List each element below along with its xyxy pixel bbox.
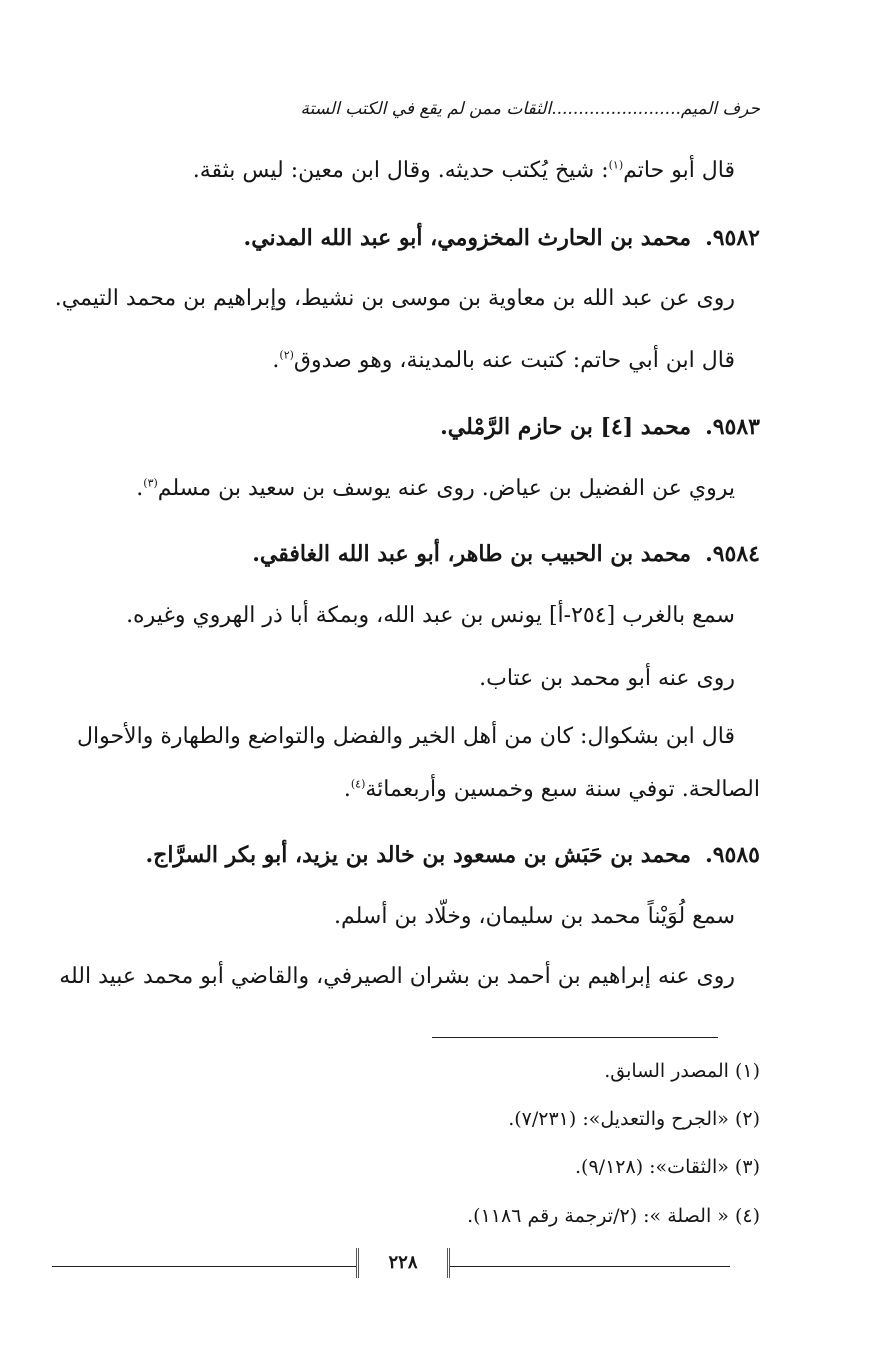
footnote: (١) المصدر السابق. [604, 1060, 760, 1082]
body-line: روى عنه إبراهيم بن أحمد بن بشران الصيرفي، والقاضي أبو محمد عبيد الله [59, 964, 735, 989]
entry-number: ٩٥٨٣. [705, 414, 760, 440]
footnote-separator [432, 1037, 718, 1038]
header-dots: ........................ [551, 99, 681, 119]
body-line: سمع لُوَيْناً محمد بن سليمان، وخلّاد بن أسلم. [334, 904, 735, 929]
footnote: (٣) «الثقات»: (٩/١٢٨). [575, 1156, 760, 1178]
body-line: روى عنه أبو محمد بن عتاب. [479, 666, 735, 691]
body-line: يروي عن الفضيل بن عياض. روى عنه يوسف بن سعيد بن مسلم$^{(٣)}$. [136, 476, 735, 501]
entry-heading [252, 539, 760, 569]
entry-title: محمد بن الحبيب بن طاهر، أبو عبد الله الغافقي. [252, 541, 692, 567]
footnote-ref: (٣) [143, 476, 158, 490]
body-line: قال ابن بشكوال: كان من أهل الخير والفضل والتواضع والطهارة والأحوال [76, 724, 735, 749]
footnote-ref: (٢) [279, 348, 294, 362]
entry-title: محمد [٤] بن حازم الرَّمْلي. [440, 414, 692, 440]
entry-number: ٩٥٨٤. [705, 541, 760, 567]
body-line: سمع بالغرب [٢٥٤-أ] يونس بن عبد الله، وبمكة أبا ذر الهروي وغيره. [126, 603, 735, 628]
entry-number: ٩٥٨٢. [705, 225, 760, 251]
entry-title: محمد بن حَبَش بن مسعود بن خالد بن يزيد، أبو بكر السرَّاج. [145, 842, 692, 868]
entry-title: محمد بن الحارث المخزومي، أبو عبد الله المدني. [243, 225, 692, 251]
header-book-title: الثقات ممن لم يقع في الكتب الستة [300, 99, 552, 119]
page-number: ٢٢٨ [356, 1248, 450, 1278]
entry-heading [244, 223, 760, 253]
body-line: الصالحة. توفي سنة سبع وخمسين وأربعمائة$^{(٤)}$. [343, 777, 760, 802]
entry-heading [440, 412, 760, 442]
header-chapter: حرف الميم [680, 99, 760, 119]
footnote: (٤) « الصلة »: (٢/ترجمة رقم ١١٨٦). [467, 1205, 760, 1227]
entry-number: ٩٥٨٥. [705, 842, 760, 868]
footnote: (٢) «الجرح والتعديل»: (٧/٢٣١). [508, 1108, 760, 1130]
running-header [100, 94, 760, 124]
body-line: قال أبو حاتم$^{(١)}$: شيخ يُكتب حديثه. وقال ابن معين: ليس بثقة. [192, 158, 735, 183]
footnote-ref: (١) [608, 158, 624, 172]
entry-heading [145, 840, 760, 870]
footnote-ref: (٤) [350, 777, 366, 791]
body-line: قال ابن أبي حاتم: كتبت عنه بالمدينة، وهو صدوق$^{(٢)}$. [272, 348, 735, 373]
body-line: روى عن عبد الله بن معاوية بن موسى بن نشيط، وإبراهيم بن محمد التيمي. [54, 286, 735, 311]
